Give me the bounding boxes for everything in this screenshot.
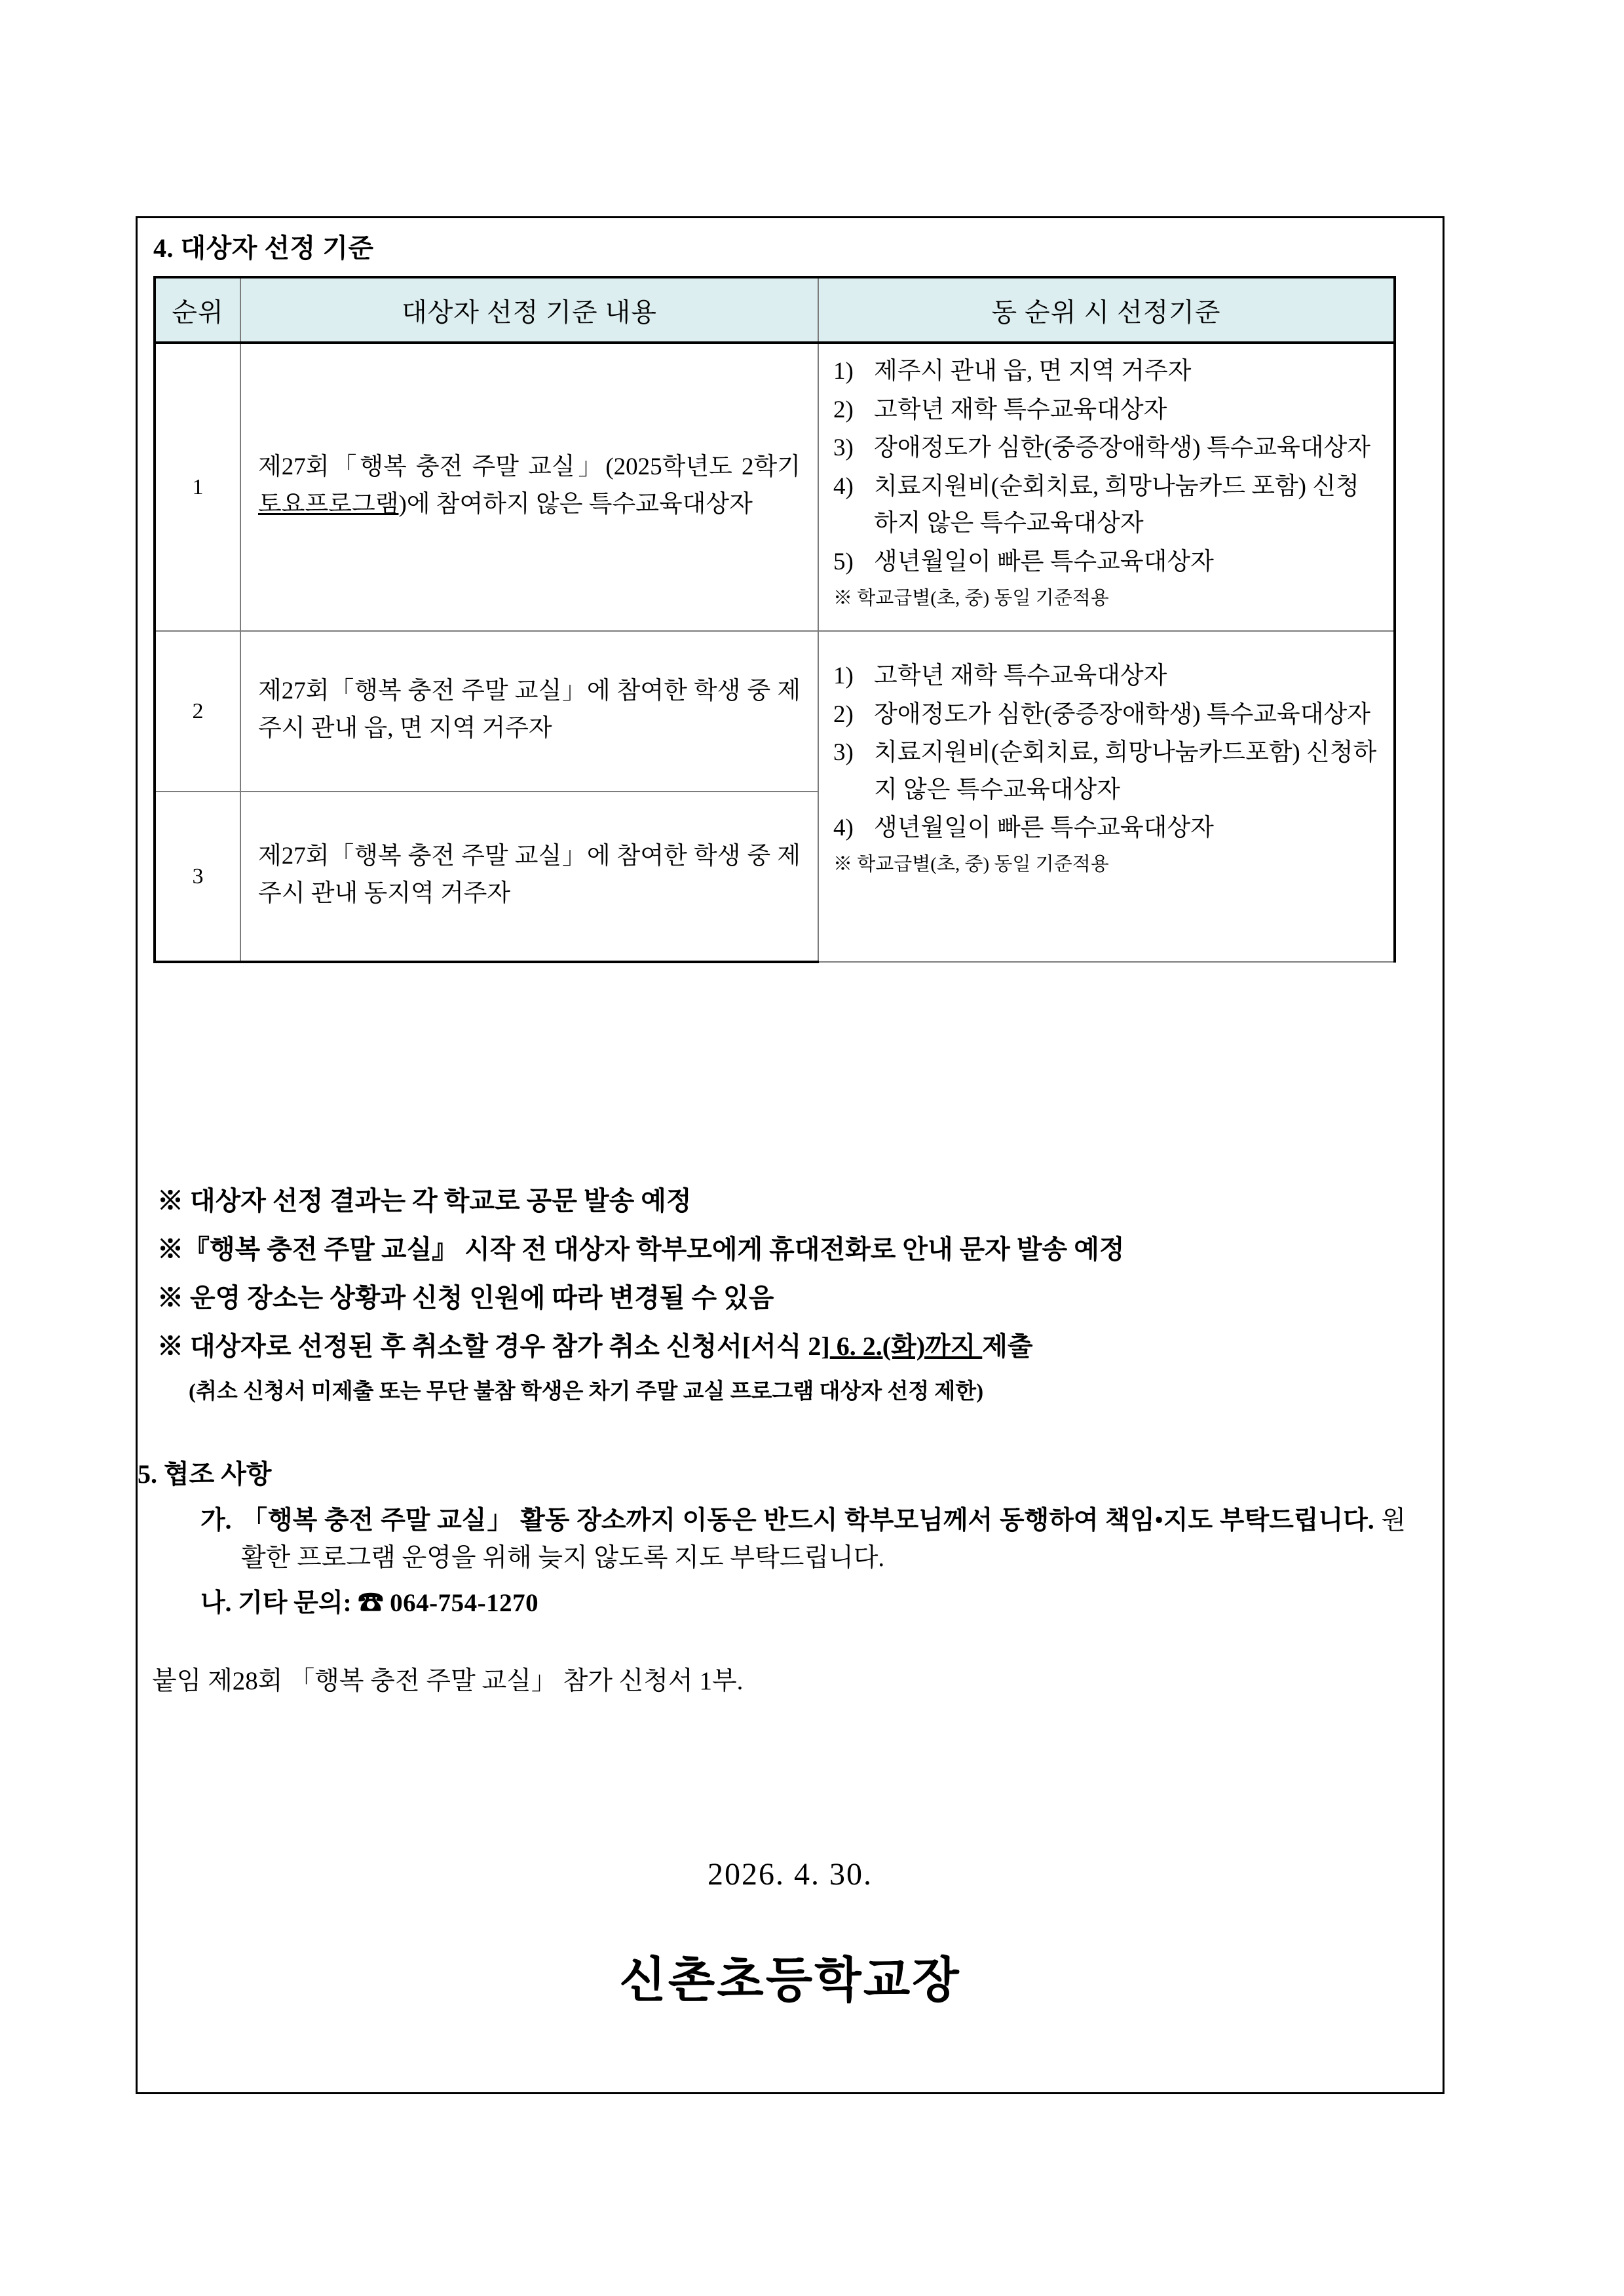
note-line-4 (157, 1333, 1422, 1360)
column-header-tiebreak: 동 순위 시 선정기준 (818, 277, 1395, 343)
list-item-label: 고학년 재학 특수교육대상자 (874, 396, 1167, 423)
tiebreak-note-1: ※ 학교급별(초, 중) 동일 기준적용 (833, 587, 1109, 609)
criteria-1-underlined: 토요프로그램 (258, 490, 399, 518)
section-5-item-a-marker: 가. (200, 1506, 232, 1535)
list-item (833, 810, 1379, 847)
section-5-item-a-text: 「행복 충전 주말 교실」 활동 장소까지 이동은 반드시 학부모님께서 동행하여 책임‧지도 부탁드립니다. (241, 1506, 1374, 1535)
list-item-label: 치료지원비(순회치료, 희망나눔카드포함) 신청하지 않은 특수교육대상자 (874, 739, 1377, 803)
list-item-label: 장애정도가 심한(중증장애학생) 특수교육대상자 (874, 700, 1370, 728)
list-item (833, 658, 1379, 695)
table-header (155, 277, 1395, 343)
list-item (833, 697, 1379, 734)
criteria-text-1 (258, 449, 801, 522)
list-item (833, 353, 1379, 391)
tiebreak-list-2 (833, 658, 1379, 847)
cell-rank-2: 2 (155, 631, 240, 792)
list-item-number: 3) (833, 434, 854, 462)
telephone-icon: ☎ (358, 1588, 384, 1617)
table-body (155, 343, 1395, 962)
criteria-1-prefix: 제27회「행복 충전 주말 교실」(2025학년도 2학기 (258, 453, 801, 481)
section-5-heading: 5. 협조 사항 (138, 1459, 272, 1489)
document-signer: 신촌초등학교장 (619, 1954, 961, 2008)
criteria-1-suffix: )에 참여하지 않은 특수교육대상자 (398, 490, 753, 518)
notes-block (157, 1188, 1422, 1405)
note-cancel-prefix: ※ 대상자로 선정된 후 취소할 경우 참가 취소 신청서[서식 2] (157, 1331, 830, 1361)
cell-criteria-3 (240, 792, 818, 962)
tiebreak-list-1 (833, 353, 1379, 581)
selection-criteria-table (153, 276, 1396, 963)
attachment-line: 붙임 제28회 「행복 충전 주말 교실」 참가 신청서 1부. (152, 1667, 744, 1695)
cell-criteria-1 (240, 343, 818, 631)
list-item-label: 생년월일이 빠른 특수교육대상자 (874, 814, 1214, 842)
document-content-area (138, 218, 1443, 2092)
document-date: 2026. 4. 30. (708, 1857, 873, 1892)
note-cancel-deadline: 6. 2.(화)까지 (829, 1331, 983, 1361)
note-line-3: ※ 운영 장소는 상황과 신청 인원에 따라 변경될 수 있음 (157, 1283, 774, 1312)
table-row (155, 631, 1395, 792)
list-item-number: 2) (833, 396, 854, 423)
note-line-1: ※ 대상자 선정 결과는 각 학교로 공문 발송 예정 (157, 1186, 692, 1215)
list-item-label: 치료지원비(순회치료, 희망나눔카드 포함) 신청하지 않은 특수교육대상자 (874, 472, 1359, 537)
list-item-number: 4) (833, 814, 854, 842)
list-item-label: 제주시 관내 읍, 면 지역 거주자 (874, 358, 1192, 385)
table-header-row (155, 277, 1395, 343)
list-item-number: 1) (833, 662, 854, 689)
note-cancel-suffix: 제출 (982, 1331, 1033, 1361)
contact-phone-number: 064-754-1270 (390, 1588, 539, 1617)
list-item-label: 생년월일이 빠른 특수교육대상자 (874, 548, 1214, 576)
list-item (833, 544, 1379, 581)
list-item-number: 4) (833, 472, 854, 500)
section-5-item-b (200, 1585, 1406, 1622)
cell-tiebreak-group-2 (818, 631, 1395, 962)
list-item-number: 2) (833, 700, 854, 728)
section-4-heading: 4. 대상자 선정 기준 (153, 233, 374, 263)
document-border-frame (136, 216, 1445, 2094)
tiebreak-note-2: ※ 학교급별(초, 중) 동일 기준적용 (833, 854, 1109, 875)
column-header-rank: 순위 (155, 277, 240, 343)
section-5-item-a-text-secondary: 원활한 프로그램 운영을 위해 늦지 않도록 지도 부탁드립니다. (241, 1506, 1406, 1572)
criteria-text-3: 제27회「행복 충전 주말 교실」에 참여한 학생 중 제주시 관내 동지역 거주자 (258, 843, 801, 907)
list-item-label: 장애정도가 심한(중증장애학생) 특수교육대상자 (874, 434, 1370, 462)
list-item-number: 1) (833, 358, 854, 385)
column-header-criteria: 대상자 선정 기준 내용 (240, 277, 818, 343)
section-5-item-a (200, 1502, 1406, 1577)
section-5-body (200, 1502, 1406, 1630)
cell-tiebreak-group-1 (818, 343, 1395, 631)
section-5-item-b-label: 기타 문의: (238, 1588, 352, 1617)
note-line-2: ※『행복 충전 주말 교실』 시작 전 대상자 학부모에게 휴대전화로 안내 문자 발송 예정 (157, 1234, 1125, 1264)
list-item (833, 392, 1379, 429)
list-item (833, 735, 1379, 809)
cell-criteria-2 (240, 631, 818, 792)
list-item-label: 고학년 재학 특수교육대상자 (874, 662, 1167, 689)
list-item-number: 5) (833, 548, 854, 576)
table-row (155, 343, 1395, 631)
list-item (833, 469, 1379, 543)
section-5-item-b-marker: 나. (200, 1588, 232, 1617)
note-cancel-subnote: (취소 신청서 미제출 또는 무단 불참 학생은 차기 주말 교실 프로그램 대상자 선정 제한) (189, 1380, 984, 1404)
cell-rank-1: 1 (155, 343, 240, 631)
cell-rank-3: 3 (155, 792, 240, 962)
list-item-number: 3) (833, 739, 854, 767)
list-item (833, 430, 1379, 467)
criteria-text-2: 제27회「행복 충전 주말 교실」에 참여한 학생 중 제주시 관내 읍, 면 지역 거주자 (258, 678, 801, 742)
